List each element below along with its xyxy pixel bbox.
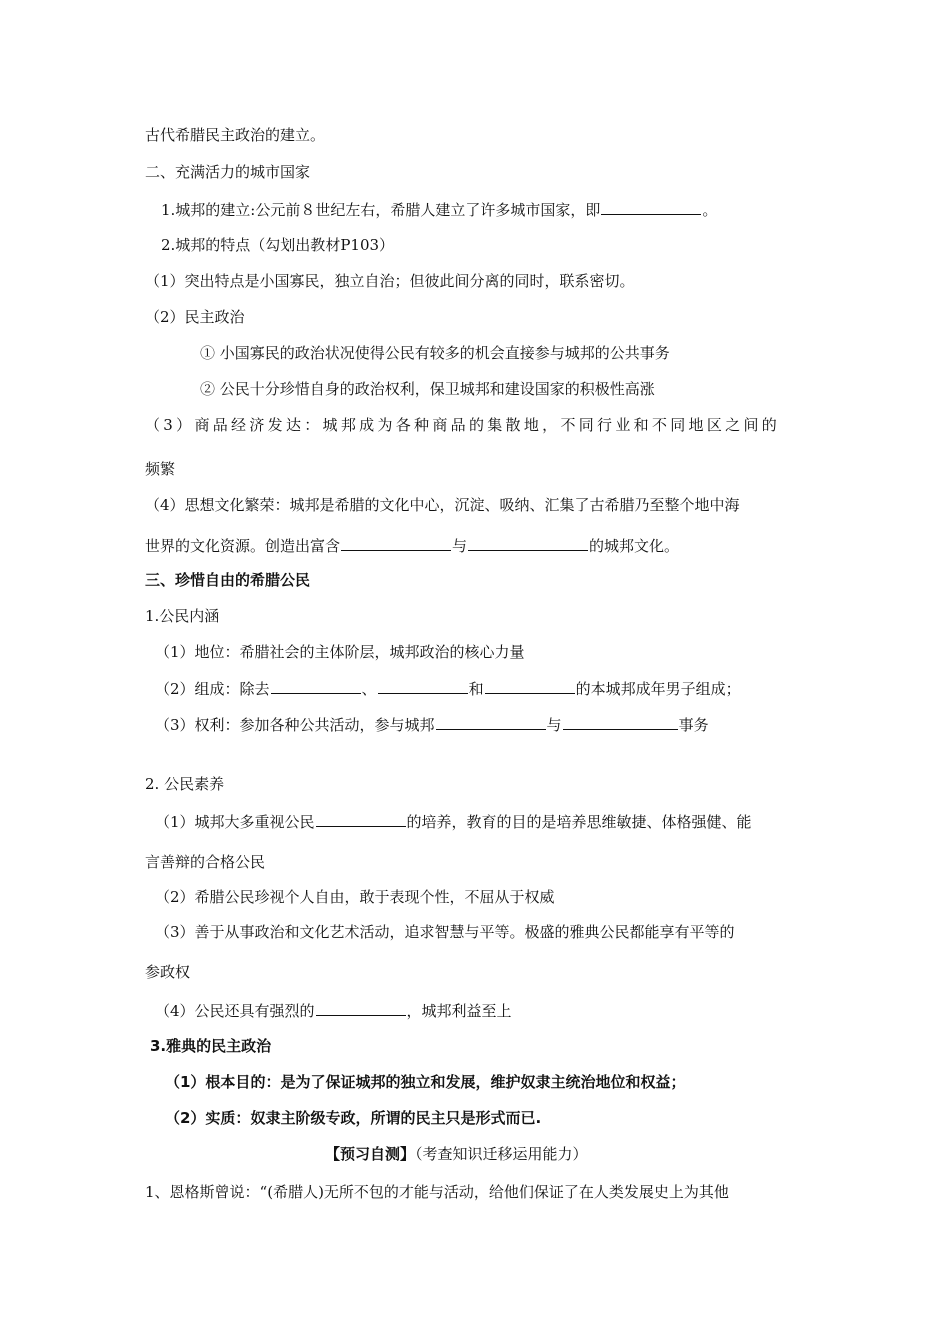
fill-blank[interactable] (485, 678, 575, 694)
text-line: 参政权 (145, 963, 191, 981)
text-line: （1）根本目的：是为了保证城邦的独立和发展，维护奴隶主统治地位和权益； (165, 1073, 686, 1091)
text-line (155, 811, 752, 832)
section-heading: 二、充满活力的城市国家 (145, 163, 311, 181)
text-line: （2）希腊公民珍视个人自由，敢于表现个性，不屈从于权威 (155, 888, 555, 906)
text-segment: （考查知识迁移运用能力） (415, 1145, 588, 1163)
text-line (155, 714, 709, 735)
text-line: （1）突出特点是小国寡民，独立自治；但彼此间分离的同时，联系密切。 (145, 272, 635, 290)
text-segment: （2）组成：除去 (155, 680, 270, 698)
fill-blank[interactable] (468, 535, 588, 551)
fill-blank[interactable] (378, 678, 468, 694)
text-segment: 1.城邦的建立:公元前８世纪左右，希腊人建立了许多城市国家，即 (161, 201, 601, 219)
text-segment: 的培养，教育的目的是培养思维敏捷、体格强健、能 (406, 813, 752, 831)
text-segment: 和 (468, 680, 484, 698)
text-line: 频繁 (145, 460, 176, 478)
text-line: （4）思想文化繁荣：城邦是希腊的文化中心，沉淀、吸纳、汇集了古希腊乃至整个地中海 (145, 496, 740, 514)
text-segment: 、 (361, 680, 377, 698)
text-segment: 世界的文化资源。创造出富含 (145, 537, 341, 555)
text-line: 1、恩格斯曾说：“(希腊人)无所不包的才能与活动，给他们保证了在人类发展史上为其他 (145, 1183, 729, 1201)
text-segment: （3）权利：参加各种公共活动，参与城邦 (155, 716, 435, 734)
text-line: 1.公民内涵 (145, 607, 220, 625)
text-line: （2）实质：奴隶主阶级专政，所谓的民主只是形式而已. (165, 1109, 542, 1127)
text-segment: 的城邦文化。 (589, 537, 680, 555)
text-segment: 【预习自测】 (325, 1145, 416, 1163)
text-segment: 事务 (678, 716, 709, 734)
exercise-heading (325, 1144, 588, 1164)
text-line: ① 小国寡民的政治状况使得公民有较多的机会直接参与城邦的公共事务 (200, 344, 670, 362)
text-line (155, 1000, 512, 1021)
text-line (145, 535, 679, 556)
text-segment: 与 (452, 537, 468, 555)
fill-blank[interactable] (271, 678, 361, 694)
text-line: （3）商品经济发达：城邦成为各种商品的集散地，不同行业和不同地区之间的 (145, 416, 781, 434)
text-line (161, 199, 717, 220)
fill-blank[interactable] (316, 811, 406, 827)
fill-blank[interactable] (341, 535, 451, 551)
fill-blank[interactable] (316, 1000, 406, 1016)
text-line: 言善辩的合格公民 (145, 853, 266, 871)
fill-blank[interactable] (601, 199, 701, 215)
text-line: （2）民主政治 (145, 308, 245, 326)
fill-blank[interactable] (436, 714, 546, 730)
text-line: 古代希腊民主政治的建立。 (145, 126, 326, 144)
text-line: （3）善于从事政治和文化艺术活动，追求智慧与平等。极盛的雅典公民都能享有平等的 (155, 923, 735, 941)
text-line: ② 公民十分珍惜自身的政治权利，保卫城邦和建设国家的积极性高涨 (200, 380, 655, 398)
text-line: 2. 公民素养 (145, 775, 225, 793)
text-segment: 与 (546, 716, 562, 734)
text-line: 2.城邦的特点（勾划出教材P103） (161, 236, 395, 254)
text-segment: 。 (702, 201, 718, 219)
section-heading: 三、珍惜自由的希腊公民 (145, 571, 311, 589)
section-heading: 3.雅典的民主政治 (150, 1037, 272, 1055)
text-line (155, 678, 741, 699)
text-segment: （4）公民还具有强烈的 (155, 1002, 315, 1020)
text-line: （1）地位：希腊社会的主体阶层，城邦政治的核心力量 (155, 643, 525, 661)
fill-blank[interactable] (563, 714, 678, 730)
text-segment: （1）城邦大多重视公民 (155, 813, 315, 831)
text-segment: 的本城邦成年男子组成； (575, 680, 741, 698)
text-segment: ，城邦利益至上 (406, 1002, 512, 1020)
